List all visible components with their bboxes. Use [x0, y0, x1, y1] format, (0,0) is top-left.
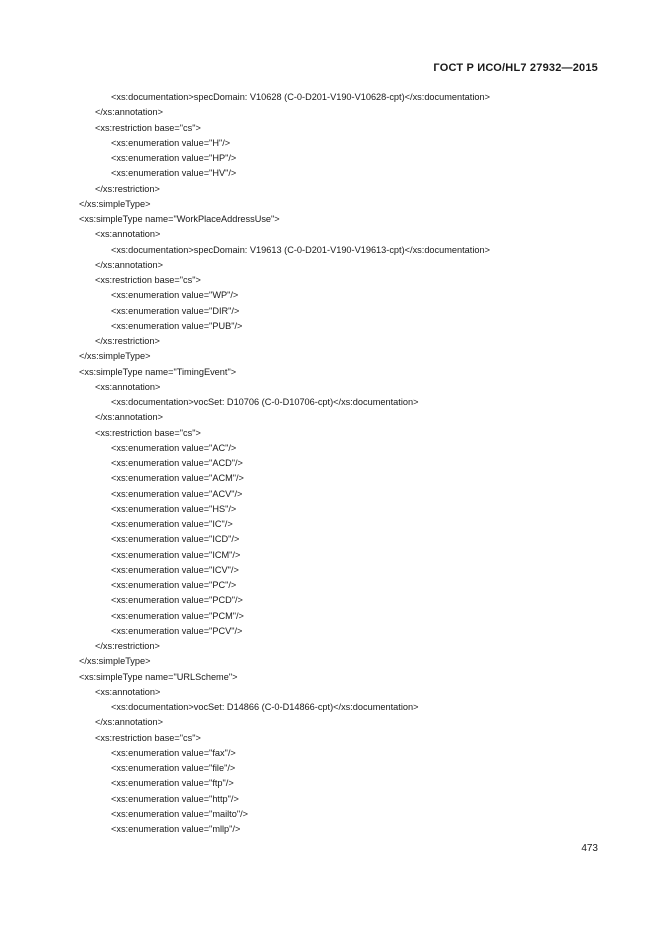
code-line: <xs:enumeration value="AC"/> — [111, 442, 237, 453]
code-line: <xs:enumeration value="ICV"/> — [111, 564, 239, 575]
code-line: <xs:enumeration value="ACM"/> — [111, 473, 244, 484]
code-line: <xs:enumeration value="DIR"/> — [111, 305, 240, 316]
code-line: <xs:enumeration value="ACV"/> — [111, 488, 243, 499]
code-line: <xs:enumeration value="PCM"/> — [111, 610, 244, 621]
code-line: </xs:annotation> — [95, 412, 163, 423]
code-line: </xs:simpleType> — [79, 656, 151, 667]
code-line: <xs:enumeration value="http"/> — [111, 793, 239, 804]
code-line: <xs:simpleType name="URLScheme"> — [79, 671, 238, 682]
code-line: <xs:enumeration value="ICM"/> — [111, 549, 241, 560]
code-line: <xs:enumeration value="PUB"/> — [111, 320, 243, 331]
code-line: <xs:documentation>vocSet: D10706 (C-0-D10706-cpt)</xs:documentation> — [111, 397, 419, 407]
code-line: <xs:documentation>specDomain: V10628 (C-0-D201-V190-V10628-cpt)</xs:documentation> — [111, 92, 490, 102]
code-line: <xs:simpleType name="WorkPlaceAddressUse"> — [79, 214, 280, 224]
code-line: <xs:restriction base="cs"> — [95, 122, 201, 133]
code-line: </xs:simpleType> — [79, 198, 151, 209]
code-line: <xs:enumeration value="ACD"/> — [111, 458, 243, 468]
code-line: <xs:enumeration value="WP"/> — [111, 290, 239, 301]
code-line: <xs:annotation> — [95, 381, 161, 392]
code-line: <xs:annotation> — [95, 686, 161, 697]
code-line: <xs:enumeration value="ICD"/> — [111, 534, 240, 545]
code-line: <xs:simpleType name="TimingEvent"> — [79, 366, 237, 377]
code-line: </xs:restriction> — [95, 183, 160, 194]
code-line: <xs:enumeration value="HS"/> — [111, 503, 237, 514]
code-line: </xs:annotation> — [95, 107, 163, 118]
code-line: </xs:simpleType> — [79, 351, 151, 362]
code-line: <xs:documentation>specDomain: V19613 (C-0-D201-V190-V19613-cpt)</xs:documentation> — [111, 244, 490, 255]
code-line: <xs:enumeration value="PC"/> — [111, 580, 237, 590]
code-line: </xs:restriction> — [95, 336, 160, 346]
code-line: <xs:enumeration value="mailto"/> — [111, 808, 249, 819]
document-header: ГОСТ Р ИСО/HL7 27932—2015 — [433, 62, 598, 74]
code-line: <xs:enumeration value="fax"/> — [111, 747, 236, 758]
page-number: 473 — [581, 843, 598, 854]
code-line: <xs:enumeration value="IC"/> — [111, 519, 233, 529]
code-line: </xs:annotation> — [95, 717, 163, 728]
code-line: <xs:enumeration value="mllp"/> — [111, 824, 241, 834]
code-line: <xs:enumeration value="HP"/> — [111, 153, 237, 163]
code-line: <xs:enumeration value="H"/> — [111, 137, 231, 148]
code-line: <xs:enumeration value="file"/> — [111, 763, 236, 773]
code-line: </xs:restriction> — [95, 641, 160, 651]
code-line: <xs:enumeration value="PCD"/> — [111, 595, 243, 606]
code-line: <xs:enumeration value="HV"/> — [111, 168, 237, 179]
code-line: </xs:annotation> — [95, 259, 163, 270]
code-line: <xs:enumeration value="ftp"/> — [111, 778, 234, 789]
code-line: <xs:restriction base="cs"> — [95, 275, 201, 285]
code-line: <xs:restriction base="cs"> — [95, 427, 201, 438]
code-line: <xs:documentation>vocSet: D14866 (C-0-D14866-cpt)</xs:documentation> — [111, 702, 419, 712]
code-line: <xs:annotation> — [95, 229, 161, 240]
code-line: <xs:restriction base="cs"> — [95, 732, 201, 743]
code-line: <xs:enumeration value="PCV"/> — [111, 625, 243, 636]
